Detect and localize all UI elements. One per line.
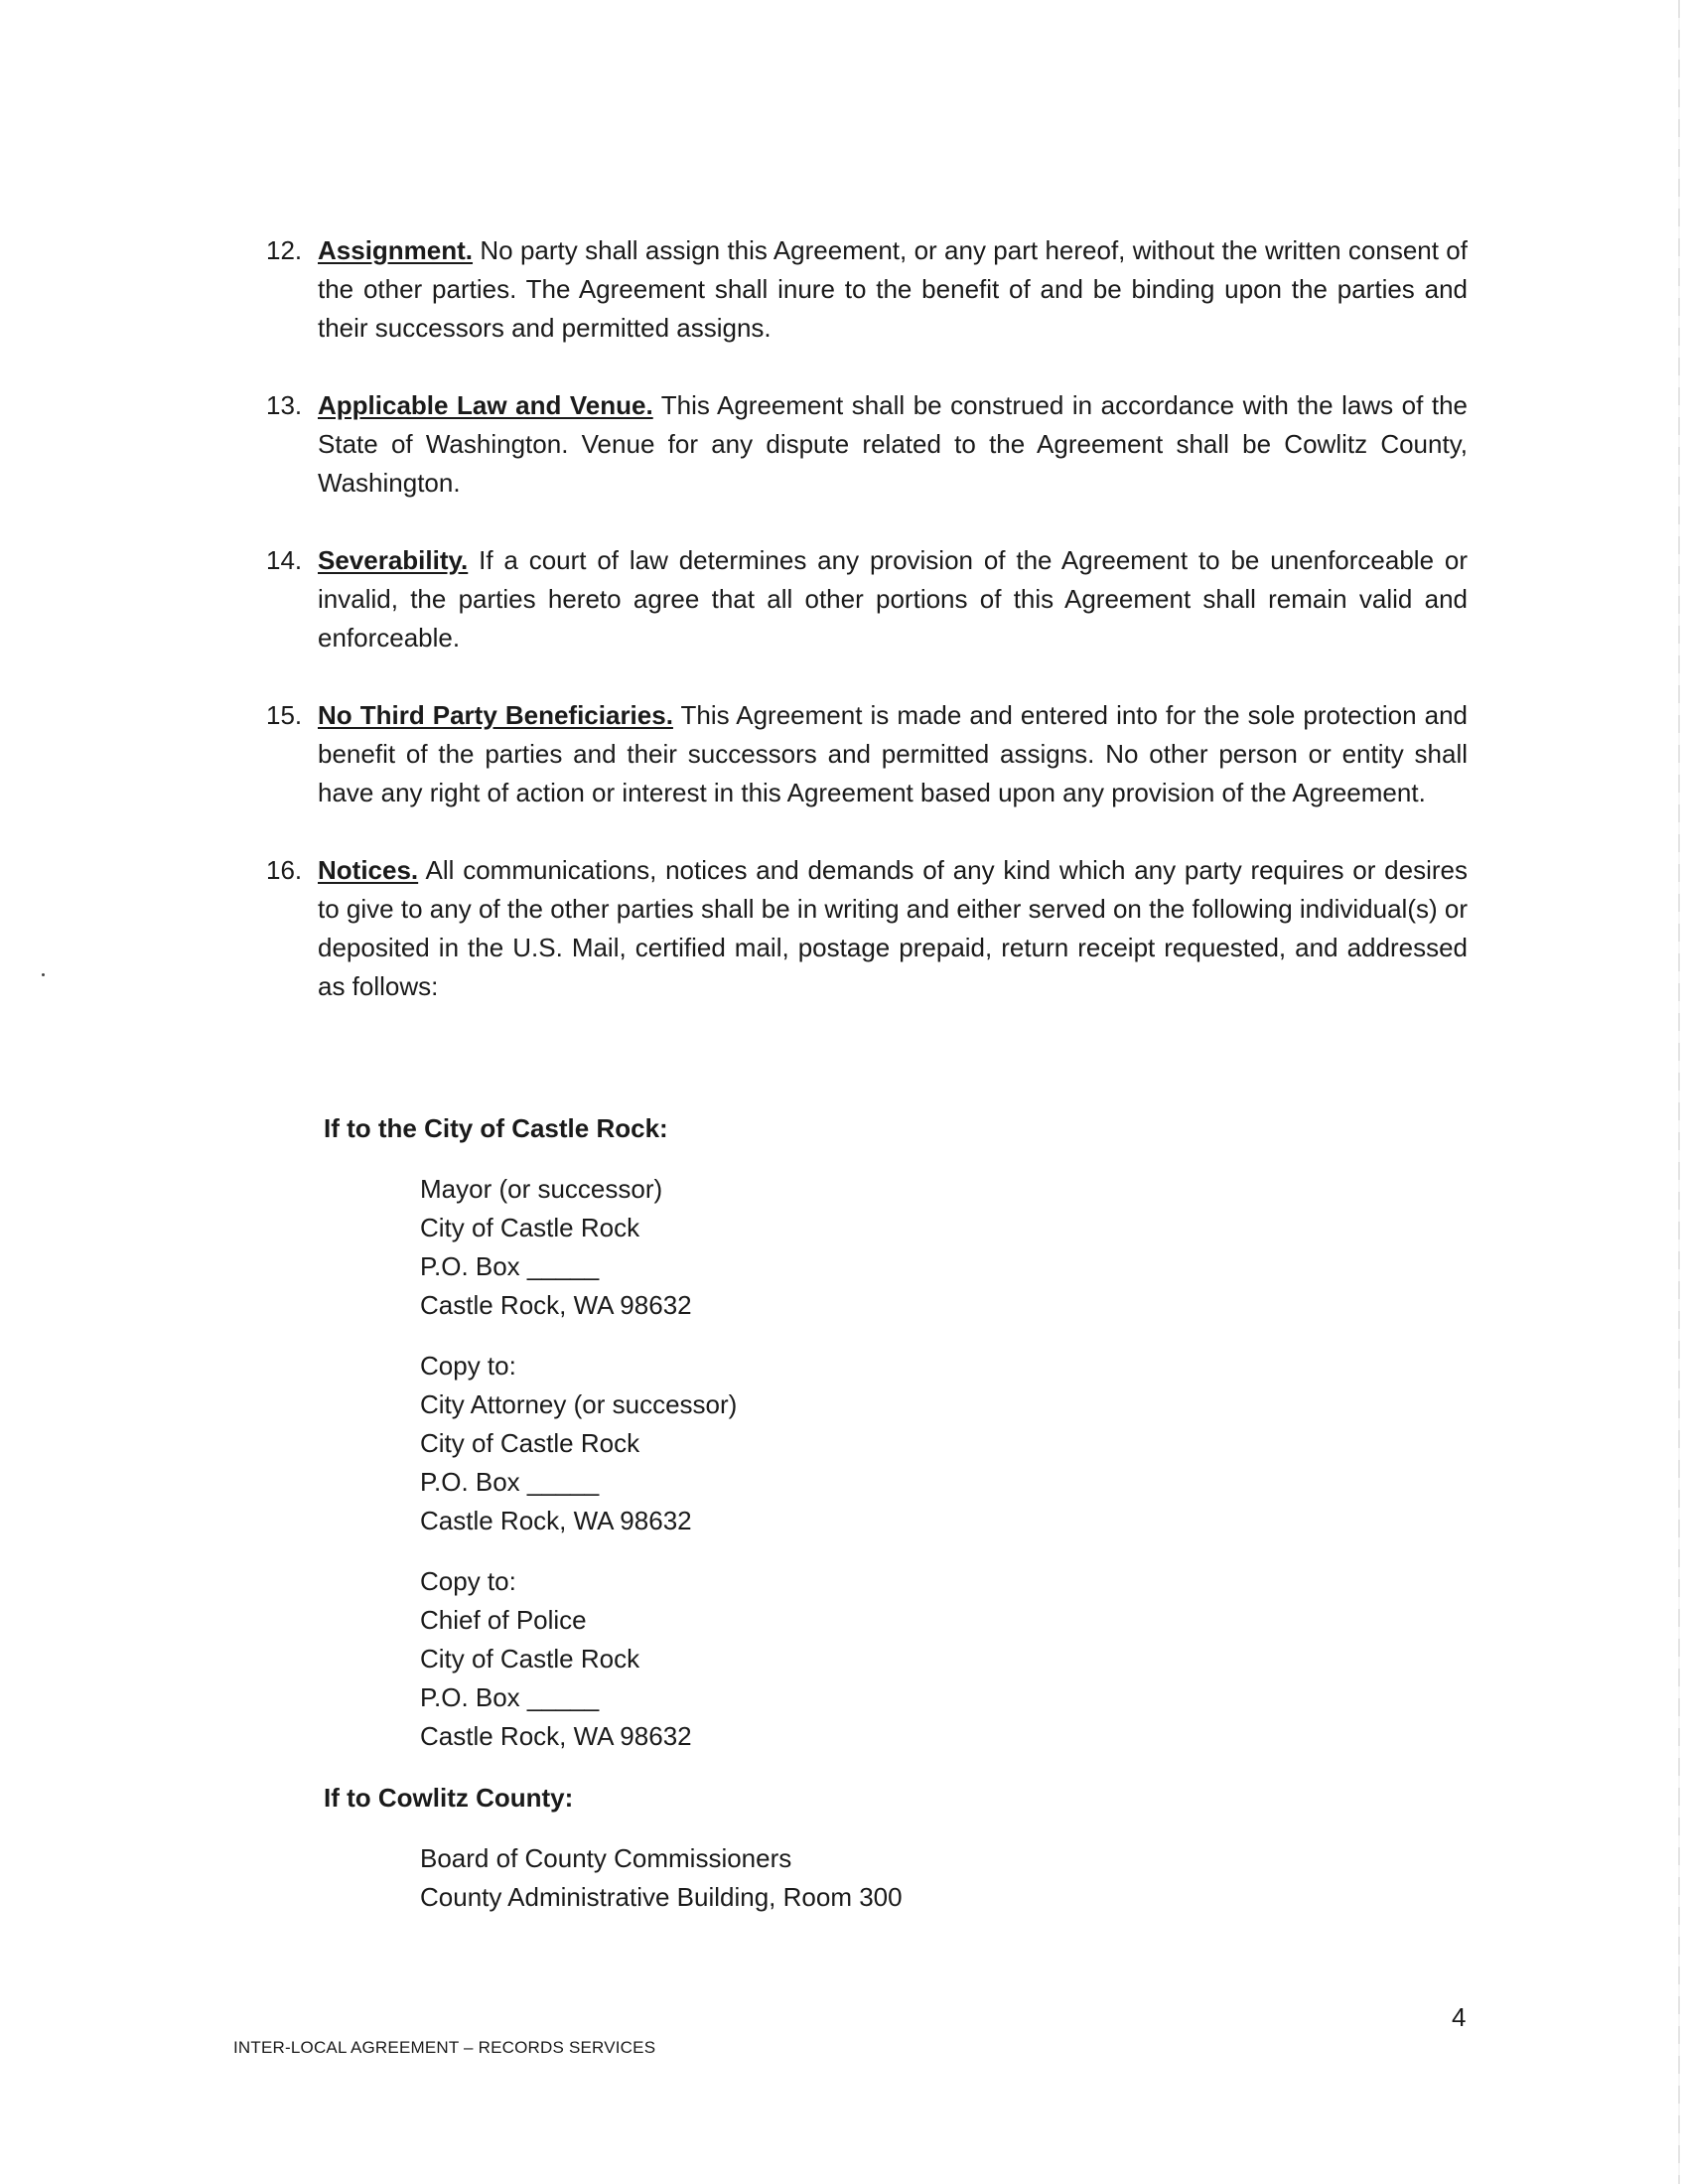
address-county-board: [420, 1839, 1115, 1917]
castle-rock-heading-block: [324, 1109, 1019, 1148]
section-number: 13.: [266, 390, 303, 420]
section-heading: Severability.: [318, 545, 469, 575]
section-text: This Agreement shall be construed in accordance with the laws of the State of Washington. Venue for any dispute related to the Agreement shall be Cowlitz County, Washington.: [318, 390, 1469, 498]
section-heading: Notices.: [318, 855, 419, 885]
address-line: Mayor (or successor): [420, 1174, 663, 1204]
section-assignment: [266, 231, 1468, 348]
section-no-third-party: [266, 696, 1468, 812]
address-line: Copy to:: [420, 1351, 516, 1381]
castle-rock-heading: If to the City of Castle Rock:: [324, 1113, 668, 1143]
section-heading: Applicable Law and Venue.: [318, 390, 653, 420]
section-number: 14.: [266, 545, 303, 575]
section-number: 15.: [266, 700, 303, 730]
agreement-sections: [266, 231, 1468, 1045]
address-line: Castle Rock, WA 98632: [420, 1290, 692, 1320]
section-number: 16.: [266, 855, 303, 885]
section-text: If a court of law determines any provision of the Agreement to be unenforceable or invalid, the parties hereto agree that all other portions of this Agreement shall remain valid and enforceable.: [318, 545, 1468, 653]
address-line: Castle Rock, WA 98632: [420, 1721, 692, 1751]
section-severability: [266, 541, 1468, 657]
scan-speck: [42, 973, 45, 976]
address-mayor: [420, 1170, 1115, 1325]
footer-title: INTER-LOCAL AGREEMENT – RECORDS SERVICES: [233, 2038, 656, 2057]
section-notices: [266, 851, 1468, 1006]
section-text: All communications, notices and demands of any kind which any party requires or desires to give to any of the other parties shall be in writing and either served on the following individual(s) or deposited in the U.S. Mail, certified mail, postage prepaid, return receipt requested, and addressed as follows:: [318, 855, 1468, 1001]
section-text: No party shall assign this Agreement, or any part hereof, without the written consent of the other parties. The Agreement shall inure to the benefit of and be binding upon the parties and their successors and permitted assigns.: [318, 235, 1468, 343]
address-line: City of Castle Rock: [420, 1428, 640, 1458]
address-line: Chief of Police: [420, 1605, 587, 1635]
address-line: Castle Rock, WA 98632: [420, 1506, 692, 1535]
section-text: This Agreement is made and entered into for the sole protection and benefit of the parties and their successors and permitted assigns. No other person or entity shall have any right of action or interest in this Agreement based upon any provision of the Agreement.: [318, 700, 1468, 807]
address-line: City of Castle Rock: [420, 1644, 640, 1674]
address-line: P.O. Box _____: [420, 1467, 600, 1497]
page-number: 4: [1452, 2002, 1467, 2032]
address-line: Copy to:: [420, 1566, 516, 1596]
address-line: City of Castle Rock: [420, 1213, 640, 1242]
section-number: 12.: [266, 235, 303, 265]
section-applicable-law: [266, 386, 1468, 503]
section-heading: Assignment.: [318, 235, 474, 265]
cowlitz-heading-block: [324, 1779, 1019, 1818]
address-line: P.O. Box _____: [420, 1251, 600, 1281]
address-city-attorney: [420, 1347, 1115, 1540]
scan-edge-artifact: [1678, 0, 1680, 2184]
address-line: City Attorney (or successor): [420, 1389, 738, 1419]
address-line: County Administrative Building, Room 300: [420, 1882, 903, 1912]
section-heading: No Third Party Beneficiaries.: [318, 700, 673, 730]
cowlitz-heading: If to Cowlitz County:: [324, 1783, 574, 1813]
address-line: P.O. Box _____: [420, 1682, 600, 1712]
address-line: Board of County Commissioners: [420, 1843, 792, 1873]
address-chief-of-police: [420, 1562, 1115, 1756]
